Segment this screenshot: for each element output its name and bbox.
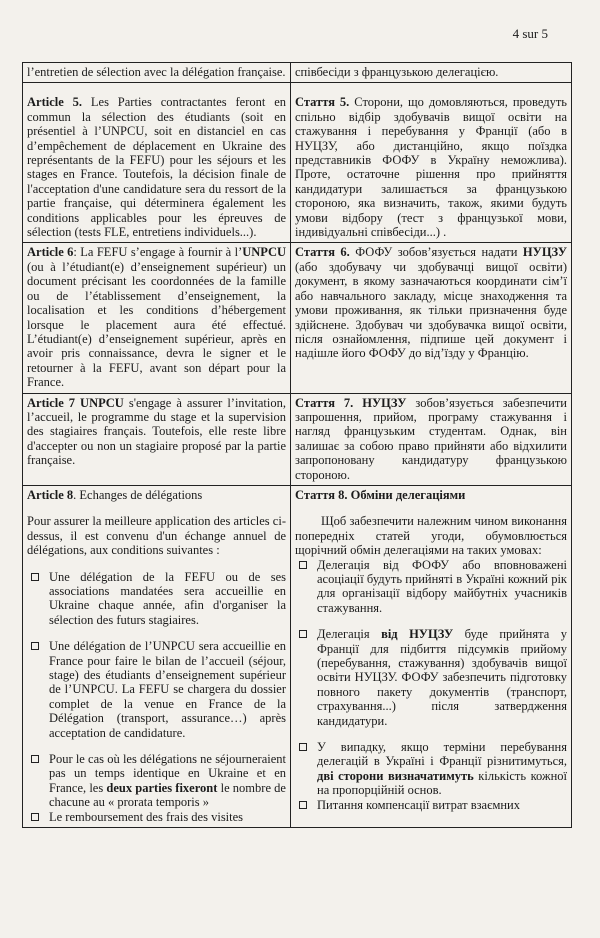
- checkbox-bullet-icon: [31, 755, 39, 763]
- list-item: Le remboursement des frais des visites: [27, 810, 286, 824]
- french-cell: [23, 393, 291, 485]
- list-item: Une délégation de l’UNPCU sera accueillie en France pour faire le bilan de l’accueil (séjour, stage) des étudiants d’enseignement supérieur de l’UNPCU. La FEFU se chargera du dossier complet de la venue en France de la Délégation (transport, assurance…) après acceptation de candidature.: [27, 639, 286, 740]
- checkbox-bullet-icon: [299, 561, 307, 569]
- article-heading: Стаття 6.: [295, 245, 350, 260]
- article-heading: Article 8: [27, 487, 74, 502]
- table-row: [23, 243, 572, 393]
- list-item: Делегація від ФОФУ або вповноважені асоціації будуть прийняті в Україні кожний рік для організації відбору майбутніх учасників стажування.: [295, 558, 567, 616]
- table-row: [23, 485, 572, 827]
- article-text: зобов’язується забезпечити запрошення, прийом, програму стажування і нагляд французьким студентам. Однак, він залишає за собою право прийняти або відхилити запропоновану кандидатуру французькою стороною.: [295, 395, 567, 482]
- article-heading: Article 6: [27, 245, 74, 260]
- list-item: Pour le cas où les délégations ne séjourneraient pas un temps identique en Ukraine et en France, les deux parties fixeront le nombre de chacune au « prorata temporis »: [27, 752, 286, 810]
- article-text: s'engage à assurer l’invitation, l’accueil, le programme du stage et la supervision des stagiaires français. Toutefois, elle reste libre d'accepter ou non un stagiaire proposé par la partie française.: [27, 395, 286, 468]
- article-intro: Pour assurer la meilleure application des articles ci-dessus, il est convenu d'un échange annuel de délégations, aux conditions suivantes :: [27, 514, 286, 558]
- article-intro: Щоб забезпечити належним чином виконання попередніх статей угоди, обумовлюється щорічний обмін делегаціями на таких умовах:: [295, 514, 567, 558]
- checkbox-bullet-icon: [31, 642, 39, 650]
- article-text: (або здобувачу чи здобувачці вищої освіти) документ, в якому зазначаються координати сім’ї або навчального закладу, місце знаходження та умови проживання, як тільки призначення буде здійснене. Здобувач чи здобувачка вищої освіти, після ознайомлення, підпише цей документ і надішле його ФОФУ до від’їзду у Францію.: [295, 259, 567, 361]
- article-text: ФОФУ зобов’язується надати: [349, 245, 523, 260]
- french-cell: [23, 63, 291, 83]
- ukrainian-cell: [291, 83, 572, 243]
- article-text: Сторони, що домовляються, проведуть спільно відбір здобувачів вищої освіти на стажування і перебування у Франції (або в НУЦЗУ, або дистанційно, якщо поїздка представників ФОФУ в Україну неможлива). Проте, остаточне рішення про прийняття кандидатури залишається за французькою стороною, яка визначить, також, якими будуть умови відбору (тест з французької мови, індивідуальні співбесіди...) .: [295, 95, 567, 240]
- article-text: (ou à l’étudiant(e) d’enseignement supérieur) un document précisant les coordonnées de la famille ou de l’établissement d’enseignement, la localisation et les conditions d’hébergement lorsque le placement aura été effectué. L’étudiant(e) d’enseignement supérieur, après en avoir pris connaissance, devra le signer et le retourner à la FEFU, avant son départ pour la France.: [27, 259, 286, 390]
- ukrainian-cell: [291, 63, 572, 83]
- list-item: Une délégation de la FEFU ou de ses associations mandatées sera accueillie en Ukraine chaque année, afin d'organiser la sélection des futurs stagiaires.: [27, 570, 286, 628]
- article-text: : La FEFU s’engage à fournir à l’: [73, 245, 243, 260]
- article-heading: Стаття 7. НУЦЗУ: [295, 395, 407, 410]
- french-cell: [23, 243, 291, 393]
- checkbox-bullet-icon: [299, 801, 307, 809]
- checkbox-bullet-icon: [31, 573, 39, 581]
- checkbox-bullet-icon: [299, 743, 307, 751]
- table-row: [23, 393, 572, 485]
- agreement-table: [22, 62, 572, 828]
- ukrainian-cell: [291, 393, 572, 485]
- table-row: [23, 63, 572, 83]
- checkbox-bullet-icon: [31, 813, 39, 821]
- ukrainian-cell: [291, 485, 572, 827]
- list-item: Питання компенсації витрат взаємних: [295, 798, 567, 812]
- article-heading: Стаття 8.: [295, 487, 348, 502]
- article-title: Обміни делегаціями: [347, 487, 466, 502]
- page-number: 4 sur 5: [512, 26, 548, 41]
- article-heading: Article 5.: [27, 95, 83, 110]
- checkbox-bullet-icon: [299, 630, 307, 638]
- article-heading: Стаття 5.: [295, 95, 350, 110]
- ukrainian-cell: [291, 243, 572, 393]
- list-item: У випадку, якщо терміни перебування делегацій в Україні і Франції різнитимуться, дві сторони визначатимуть кількість кожної на пропорційній основ.: [295, 740, 567, 798]
- party-name: UNPCU: [242, 245, 286, 260]
- article-text: l’entretien de sélection avec la délégation française.: [27, 65, 286, 79]
- french-cell: [23, 83, 291, 243]
- article-text: Les Parties contractantes feront en commun la sélection des étudiants (soit en présentiel à l’UNPCU, soit en distanciel en cas d’empêchement de déplacement en Ukraine des représentants de la FEFU) pour les séjours et les stages en France. Toutefois, la décision finale de l'acceptation d'une candidature sera du ressort de la partie française, qui déterminera également les conditions applicables pour les épreuves de sélection (tests FLE, entretiens individuels...).: [27, 95, 287, 240]
- french-cell: [23, 485, 291, 827]
- article-heading: Article 7 UNPCU: [27, 395, 124, 410]
- article-text: співбесіди з французькою делегацією.: [295, 65, 499, 79]
- table-row: [23, 83, 572, 243]
- party-name: НУЦЗУ: [522, 245, 568, 260]
- article-title: . Echanges de délégations: [73, 487, 203, 502]
- list-item: Делегація від НУЦЗУ буде прийнята у Франції для підбиття підсумків прийому (перебування, стажування) здобувачів вищої освіти НУЦЗУ. ФОФУ забезпечить підготовку повного пакету документів (транспорт, страхування...) після затвердження кандидатури.: [295, 627, 567, 728]
